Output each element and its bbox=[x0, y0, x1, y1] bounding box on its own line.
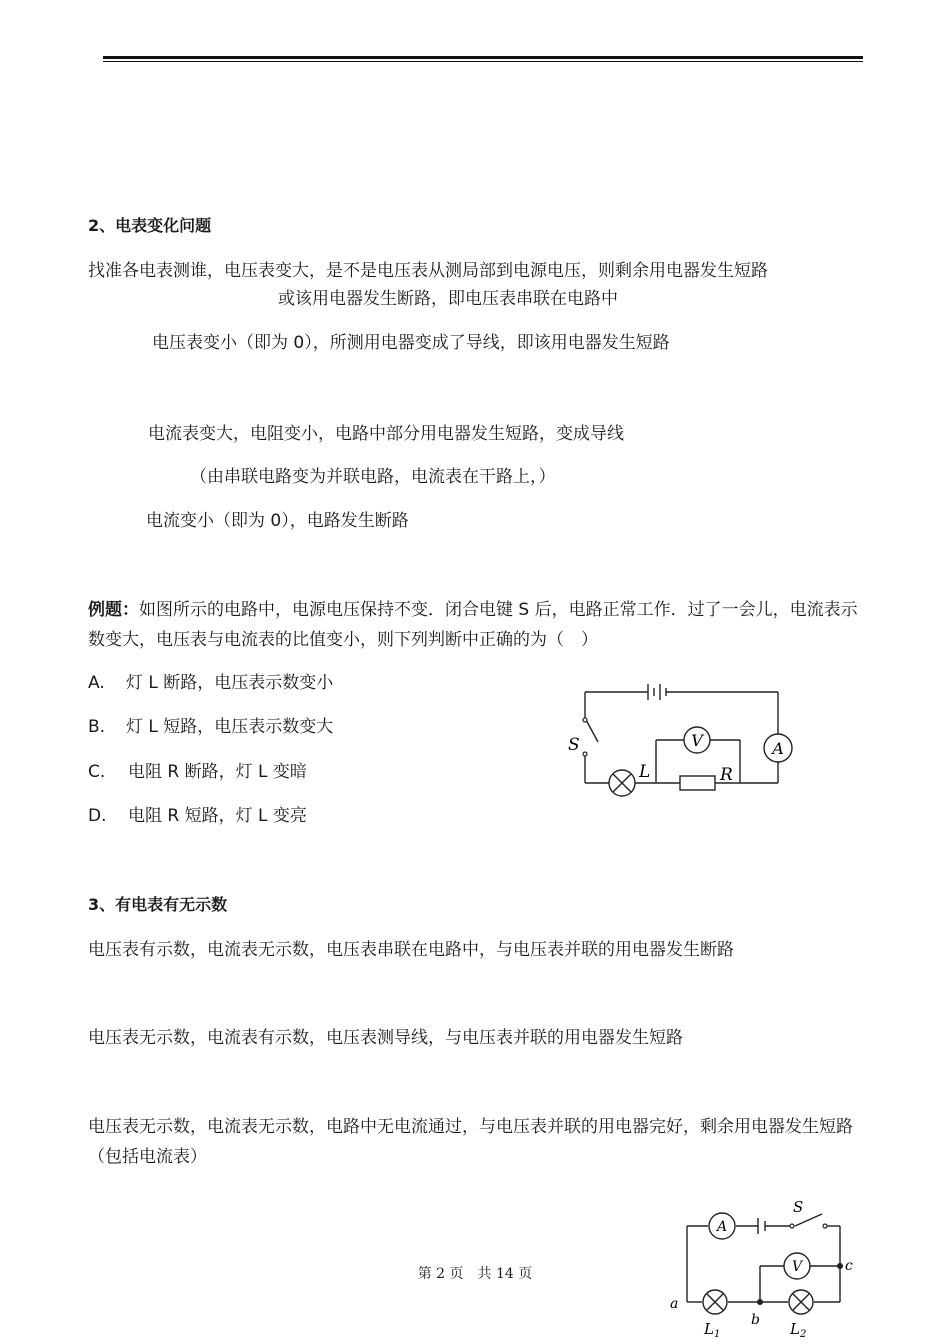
lamp-label: L bbox=[639, 762, 651, 782]
option-a[interactable]: A. 灯 L 断路，电压表示数变小 bbox=[88, 673, 334, 693]
lamp-l1-icon bbox=[703, 1290, 727, 1314]
header-rule-thick bbox=[103, 56, 863, 59]
section3-line2: 电压表无示数，电流表有示数，电压表测导线，与电压表并联的用电器发生短路 bbox=[88, 1028, 683, 1048]
switch-label: S bbox=[568, 735, 580, 755]
section3-line3: 电压表无示数，电流表无示数，电路中无电流通过，与电压表并联的用电器完好，剩余用电器发生短路（包括电流表） bbox=[88, 1117, 853, 1167]
svg-text:V: V bbox=[691, 731, 703, 750]
section2-heading: 2、电表变化问题 bbox=[88, 216, 212, 235]
resistor-icon bbox=[680, 776, 715, 790]
section3-heading: 3、有电表有无示数 bbox=[88, 895, 228, 914]
section2-line6: 电流变小（即为 0），电路发生断路 bbox=[146, 511, 409, 531]
section2-line1: 找准各电表测谁，电压表变大，是不是电压表从测局部到电源电压，则剩余用电器发生短路 bbox=[88, 261, 768, 281]
node-c-label: c bbox=[845, 1258, 853, 1274]
option-b[interactable]: B. 灯 L 短路，电压表示数变大 bbox=[88, 717, 334, 737]
page-footer: 第 2 页 共 14 页 bbox=[417, 1266, 533, 1282]
ammeter-icon bbox=[709, 1213, 735, 1239]
example-question bbox=[88, 595, 863, 655]
header-rule-thin bbox=[103, 61, 863, 62]
option-c[interactable]: C. 电阻 R 断路，灯 L 变暗 bbox=[88, 762, 307, 782]
lamp-l2-icon bbox=[789, 1290, 813, 1314]
example-label: 例题： bbox=[88, 600, 139, 620]
svg-text:A: A bbox=[716, 1219, 728, 1235]
lamp-l2-label: $L_2$ bbox=[790, 1320, 807, 1340]
ammeter-icon bbox=[764, 734, 792, 762]
option-d[interactable]: D. 电阻 R 短路，灯 L 变亮 bbox=[88, 806, 307, 826]
node-a-label: a bbox=[670, 1296, 679, 1312]
example-text: 如图所示的电路中，电源电压保持不变．闭合电键 S 后，电路正常工作．过了一会儿，电流表示数变大，电压表与电流表的比值变小，则下列判断中正确的为（ ） bbox=[88, 600, 858, 650]
lamp-l1-label: $L_1$ bbox=[704, 1320, 721, 1340]
voltmeter-icon bbox=[784, 1253, 810, 1279]
section3-circuit-diagram bbox=[660, 1198, 860, 1344]
svg-text:A: A bbox=[772, 739, 784, 758]
section2-line3: 电压表变小（即为 0），所测用电器变成了导线，即该用电器发生短路 bbox=[152, 333, 670, 353]
voltmeter-icon bbox=[684, 727, 710, 753]
switch-label: S bbox=[793, 1198, 804, 1216]
example-circuit-diagram bbox=[560, 680, 810, 802]
section2-line5: （由串联电路变为并联电路，电流表在干路上，） bbox=[190, 467, 556, 487]
section2-line4: 电流表变大，电阻变小，电路中部分用电器发生短路，变成导线 bbox=[148, 424, 624, 444]
node-b-label: b bbox=[751, 1312, 760, 1328]
svg-text:V: V bbox=[791, 1259, 803, 1275]
resistor-label: R bbox=[720, 765, 733, 785]
lamp-icon bbox=[609, 770, 635, 796]
section3-line1: 电压表有示数，电流表无示数，电压表串联在电路中，与电压表并联的用电器发生断路 bbox=[88, 940, 734, 960]
switch-contacts bbox=[583, 718, 587, 756]
section2-line2: 或该用电器发生断路，即电压表串联在电路中 bbox=[278, 289, 618, 309]
